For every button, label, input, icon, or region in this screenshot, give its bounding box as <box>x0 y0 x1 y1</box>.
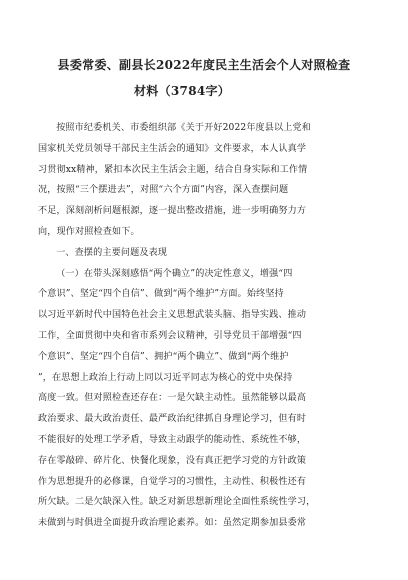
subsection-line: 存在零敲碎、碎片化、快餐化现象，没有真正把学习党的方针政策 <box>38 455 307 466</box>
title-line-1: 县委常委、副县长2022年度民主生活会个人对照检查 <box>57 58 351 72</box>
subsection-line: 政治要求、最大政治责任、最严政治纪律抓自身理论学习，但有时 <box>38 414 307 425</box>
intro-line: 国家机关党员领导干部民主生活会的通知》文件要求，本人认真学 <box>38 143 307 154</box>
intro-paragraph <box>38 118 370 243</box>
document-title <box>38 52 370 104</box>
subsection-line: （一）在带头深刻感悟“两个确立”的决定性意义，增强“四 <box>56 268 293 279</box>
subsection-line: 不能很好的处理工学矛盾，导致主动跟学的能动性、系统性不够， <box>38 434 307 445</box>
intro-line: 向，现作对照检查如下。 <box>38 226 140 237</box>
subsection-line: 以习近平新时代中国特色社会主义思想武装头脑、指导实践、推动 <box>38 310 307 321</box>
subsection-line: 高度一致。但对照检查还存在：一是欠缺主动性。虽然能够以最高 <box>38 393 307 404</box>
subsection-line: 工作，全面贯彻中央和省市系列会议精神，引导党员干部增强“四 <box>38 330 302 341</box>
subsection-line: ”，在思想上政治上行动上同以习近平同志为核心的党中央保持 <box>38 372 293 383</box>
intro-line: 况，按照“三个摆进去”，对照“六个方面”内容，深入查摆问题 <box>38 185 289 196</box>
section-heading: 一、查摆的主要问题及表现 <box>56 247 168 258</box>
intro-line: 习贯彻xx精神，紧扣本次民主生活会主题，结合自身实际和工作情 <box>38 164 308 175</box>
intro-line: 按照市纪委机关、市委组织部《关于开好2022年度县以上党和 <box>56 123 312 133</box>
document-body <box>38 118 370 534</box>
subsection-line: 个意识”、坚定“四个自信”、拥护“两个确立”、做到“两个维护 <box>38 351 289 362</box>
subsection-line: 作为思想提升的必修课，自觉学习的习惯性，主动性、积极性还有 <box>38 476 307 487</box>
title-line-2: 材料（3784字） <box>134 84 231 98</box>
subsection-paragraph <box>38 264 370 534</box>
subsection-line: 个意识”、坚定“四个自信”、做到“两个维护”方面。始终坚持 <box>38 289 284 300</box>
subsection-line: 未做到与时俱进全面提升政治理论素养。如：虽然定期参加县委常 <box>38 518 307 529</box>
intro-line: 不足，深刻剖析问题根源，逐一提出整改措施，进一步明确努力方 <box>38 206 307 217</box>
subsection-line: 所欠缺。二是欠缺深入性。缺乏对新思想新理论全面性系统性学习， <box>38 497 316 508</box>
